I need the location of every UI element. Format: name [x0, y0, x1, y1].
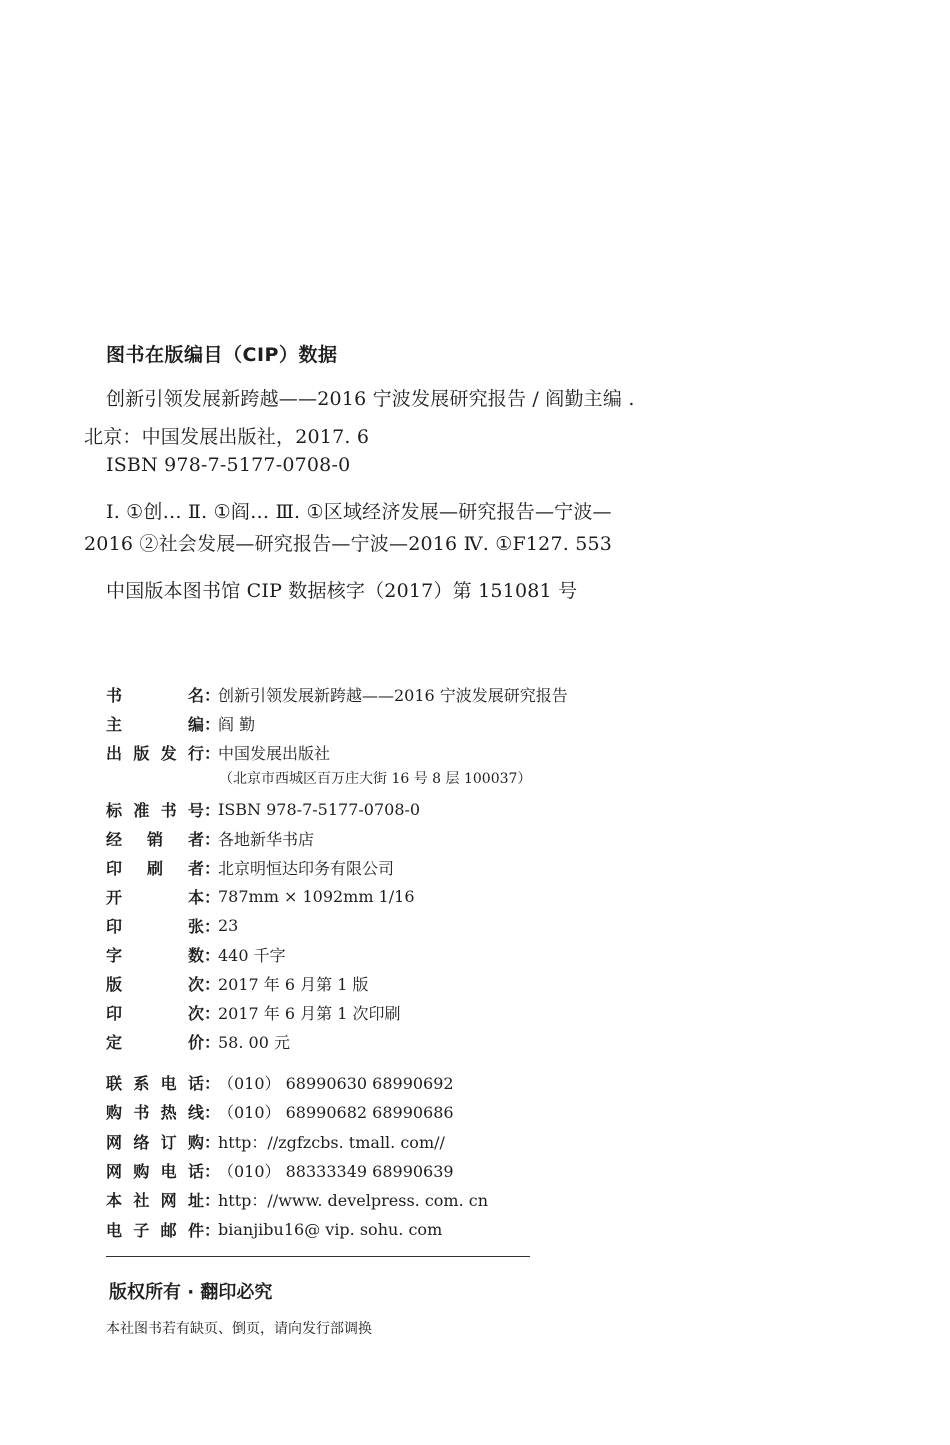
contact-label-char: 网 [160, 1190, 177, 1210]
contact-label-char: 购 [106, 1102, 123, 1122]
spec-label-char: 出 [106, 743, 123, 763]
contact-label [106, 1188, 204, 1211]
spec-row [106, 854, 394, 880]
spec-value: 中国发展出版社 [218, 743, 331, 763]
contact-value: （010） 68990630 68990692 [218, 1073, 454, 1093]
spec-label-char: 印 [106, 1003, 123, 1023]
spec-label [106, 712, 204, 735]
spec-label-char: 张 [187, 916, 204, 936]
spec-colon: ： [204, 1032, 221, 1052]
spec-label-char: 经 [106, 829, 123, 849]
contact-label-char: 电 [160, 1073, 177, 1093]
contact-label-char: 购 [187, 1132, 204, 1152]
cip-record-number: 中国版本图书馆 CIP 数据核字（2017）第 151081 号 [106, 580, 578, 602]
spec-label-char: 数 [187, 945, 204, 965]
spec-label-char: 发 [160, 743, 177, 763]
contact-value: （010） 68990682 68990686 [218, 1102, 454, 1122]
spec-value: 阎 勤 [218, 714, 256, 734]
cip-isbn-line: ISBN 978-7-5177-0708-0 [106, 454, 351, 476]
contact-label-char: 本 [106, 1190, 123, 1210]
spec-label [106, 683, 204, 706]
spec-label-char: 开 [106, 887, 123, 907]
rights-title: 版权所有 · 翻印必究 [109, 1282, 273, 1303]
contact-colon: ： [204, 1190, 221, 1210]
contact-label-char: 热 [160, 1102, 177, 1122]
contact-row [106, 1069, 454, 1095]
contact-label [106, 1100, 204, 1123]
contact-label-char: 线 [187, 1102, 204, 1122]
spec-row [106, 796, 420, 822]
contact-label-char: 电 [106, 1220, 123, 1240]
spec-label-char: 书 [160, 800, 177, 820]
spec-label [106, 914, 204, 937]
spec-label-char: 名 [187, 685, 204, 705]
contact-label-char: 订 [160, 1132, 177, 1152]
spec-row [106, 739, 330, 765]
spec-value: 440 千字 [218, 945, 286, 965]
contact-label-char: 址 [187, 1190, 204, 1210]
spec-label-char: 主 [106, 714, 123, 734]
spec-label-char: 刷 [146, 858, 163, 878]
spec-label-char: 印 [106, 858, 123, 878]
spec-value: 各地新华书店 [218, 829, 315, 849]
spec-label-char: 标 [106, 800, 123, 820]
cip-classification-line: Ⅰ. ①创… Ⅱ. ①阎… Ⅲ. ①区域经济发展—研究报告—宁波— [106, 501, 612, 523]
contact-label-char: 络 [133, 1132, 150, 1152]
contact-label-char: 书 [133, 1102, 150, 1122]
cip-classification-line-2: 2016 ②社会发展—研究报告—宁波—2016 Ⅳ. ①F127. 553 [84, 533, 613, 555]
contact-colon: ： [204, 1073, 221, 1093]
contact-colon: ： [204, 1102, 221, 1122]
contact-label [106, 1218, 204, 1241]
spec-colon: ： [204, 743, 221, 763]
spec-row [106, 825, 314, 851]
spec-row [106, 883, 415, 909]
spec-row [106, 970, 369, 996]
contact-label-char: 网 [106, 1132, 123, 1152]
contact-colon: ： [204, 1220, 221, 1240]
contact-label-char: 网 [106, 1161, 123, 1181]
spec-colon: ： [204, 974, 221, 994]
spec-value: 2017 年 6 月第 1 次印刷 [218, 1003, 401, 1023]
contact-label [106, 1159, 204, 1182]
cip-publisher-line: 北京：中国发展出版社，2017. 6 [84, 426, 370, 448]
spec-colon: ： [204, 858, 221, 878]
spec-colon: ： [204, 916, 221, 936]
contact-colon: ： [204, 1132, 221, 1152]
spec-colon: ： [204, 887, 221, 907]
spec-label-char: 准 [133, 800, 150, 820]
spec-row [106, 710, 255, 736]
spec-label [106, 1001, 204, 1024]
spec-label [106, 827, 204, 850]
contact-row [106, 1216, 442, 1242]
contact-value: http：//www. develpress. com. cn [218, 1190, 489, 1210]
contact-label-char: 联 [106, 1073, 123, 1093]
contact-row [106, 1157, 454, 1183]
spec-label [106, 943, 204, 966]
spec-label-char: 印 [106, 916, 123, 936]
spec-label [106, 856, 204, 879]
contact-label-char: 邮 [160, 1220, 177, 1240]
publisher-address: （北京市西城区百万庄大街 16 号 8 层 100037） [219, 771, 532, 787]
spec-value: 创新引领发展新跨越——2016 宁波发展研究报告 [218, 685, 568, 705]
spec-colon: ： [204, 945, 221, 965]
spec-row [106, 941, 286, 967]
contact-label-char: 子 [133, 1220, 150, 1240]
contact-label-char: 话 [187, 1161, 204, 1181]
spec-value: 787mm × 1092mm 1/16 [218, 886, 415, 906]
contact-colon: ： [204, 1161, 221, 1181]
spec-row [106, 999, 401, 1025]
spec-label-char: 字 [106, 945, 123, 965]
spec-label [106, 1030, 204, 1053]
divider-line [106, 1256, 530, 1257]
spec-label-char: 次 [187, 1003, 204, 1023]
spec-colon: ： [204, 800, 221, 820]
spec-value: 23 [218, 915, 239, 935]
spec-label-char: 版 [133, 743, 150, 763]
contact-label-char: 电 [160, 1161, 177, 1181]
spec-label-char: 次 [187, 974, 204, 994]
spec-colon: ： [204, 829, 221, 849]
contact-label-char: 系 [133, 1073, 150, 1093]
cip-title-line: 创新引领发展新跨越——2016 宁波发展研究报告 / 阎勤主编 . [106, 388, 635, 410]
contact-label-char: 购 [133, 1161, 150, 1181]
cip-heading: 图书在版编目（CIP）数据 [106, 344, 338, 366]
spec-label-char: 书 [106, 685, 123, 705]
contact-label-char: 件 [187, 1220, 204, 1240]
contact-label [106, 1071, 204, 1094]
spec-label-char: 者 [187, 858, 204, 878]
contact-row [106, 1186, 488, 1212]
spec-value: 2017 年 6 月第 1 版 [218, 974, 369, 994]
contact-label [106, 1130, 204, 1153]
contact-label-char: 话 [187, 1073, 204, 1093]
spec-label-char: 本 [187, 887, 204, 907]
spec-label-char: 号 [187, 800, 204, 820]
contact-value: http：//zgfzcbs. tmall. com// [218, 1132, 445, 1152]
spec-label-char: 行 [187, 743, 204, 763]
spec-label [106, 741, 204, 764]
contact-row [106, 1128, 445, 1154]
spec-row [106, 1028, 290, 1054]
contact-value: bianjibu16@ vip. sohu. com [218, 1219, 443, 1239]
spec-label [106, 972, 204, 995]
spec-label-char: 者 [187, 829, 204, 849]
spec-colon: ： [204, 685, 221, 705]
rights-note: 本社图书若有缺页、倒页，请向发行部调换 [106, 1321, 372, 1337]
spec-value: 58. 00 元 [218, 1032, 290, 1052]
spec-label-char: 销 [146, 829, 163, 849]
spec-row [106, 681, 568, 707]
spec-label-char: 编 [187, 714, 204, 734]
contact-row [106, 1098, 454, 1124]
spec-label-char: 定 [106, 1032, 123, 1052]
spec-label-char: 价 [187, 1032, 204, 1052]
spec-row [106, 912, 238, 938]
spec-label [106, 885, 204, 908]
spec-value: ISBN 978-7-5177-0708-0 [218, 799, 421, 819]
spec-colon: ： [204, 1003, 221, 1023]
contact-label-char: 社 [133, 1190, 150, 1210]
spec-value: 北京明恒达印务有限公司 [218, 858, 395, 878]
spec-colon: ： [204, 714, 221, 734]
spec-label [106, 798, 204, 821]
contact-value: （010） 88333349 68990639 [218, 1161, 454, 1181]
spec-label-char: 版 [106, 974, 123, 994]
